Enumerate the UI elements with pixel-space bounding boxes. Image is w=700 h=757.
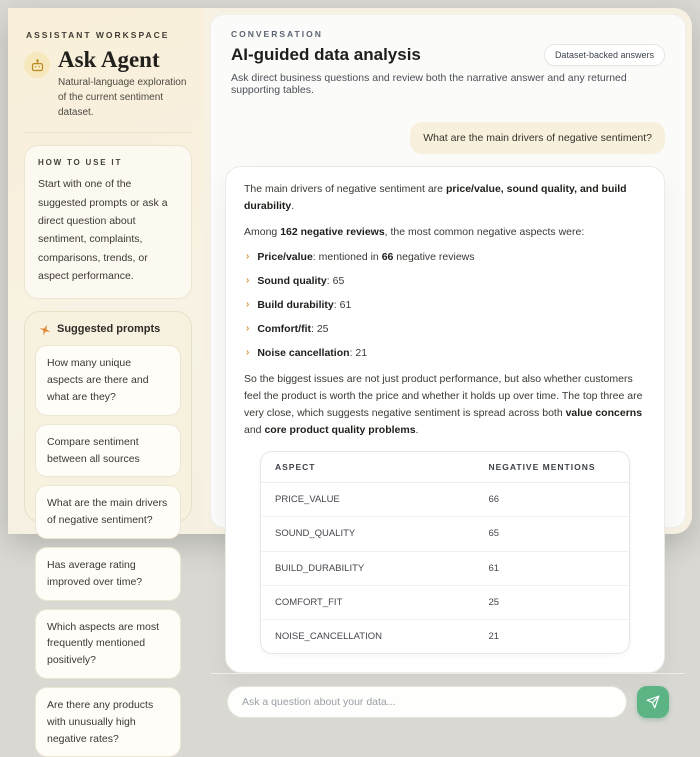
app-window: [8, 8, 692, 745]
how-to-label: HOW TO USE IT: [38, 158, 123, 168]
user-message: What are the main drivers of negative sentiment?: [410, 122, 665, 154]
agent-title-block: [58, 48, 194, 120]
assistant-paragraph: So the biggest issues are not just product performance, but also whether customers feel the product is worth the price and whether it holds up over time. The top three are very close, which suggests negative sentiment is spread across both value concerns and core product quality problems.: [244, 373, 643, 436]
bullet-item: › Sound quality: 65: [246, 273, 646, 290]
suggested-prompt[interactable]: Has average rating improved over time?: [35, 547, 181, 601]
assistant-message: [225, 166, 665, 673]
bullet-item: › Build durability: 61: [246, 297, 646, 314]
caret-icon: ›: [246, 275, 250, 287]
suggested-prompt[interactable]: What are the main drivers of negative sentiment?: [35, 485, 181, 539]
suggested-prompts-card: [24, 311, 192, 745]
suggested-prompt[interactable]: Compare sentiment between all sources: [35, 424, 181, 478]
composer: [211, 673, 685, 732]
agent-header: [22, 48, 194, 120]
workspace-label: ASSISTANT WORKSPACE: [26, 30, 170, 40]
question-input[interactable]: [227, 686, 627, 718]
suggested-prompt[interactable]: Which aspects are most frequently mentioned positively?: [35, 609, 181, 679]
bullet-item: › Price/value: mentioned in 66 negative reviews: [246, 249, 646, 266]
table-row: BUILD_DURABILITY 61: [261, 551, 629, 585]
caret-icon: ›: [246, 322, 250, 334]
dataset-backed-badge: Dataset-backed answers: [544, 44, 665, 66]
table-row: COMFORT_FIT 25: [261, 585, 629, 619]
how-to-text: Start with one of the suggested prompts or ask a direct question about sentiment, complaints, comparisons, trends, or aspect performance.: [38, 178, 168, 283]
conversation-header: [211, 15, 685, 104]
supporting-table: [260, 451, 630, 655]
conversation-subtitle: Ask direct business questions and review both the narrative answer and any returned supporting tables.: [231, 72, 627, 96]
caret-icon: ›: [246, 251, 250, 263]
caret-icon: ›: [246, 346, 250, 358]
table-row: PRICE_VALUE 66: [261, 483, 629, 517]
conversation-label: CONVERSATION: [231, 29, 323, 39]
sidebar: [8, 8, 204, 745]
suggested-prompt[interactable]: Are there any products with unusually high negative rates?: [35, 687, 181, 757]
assistant-bullet-list: [246, 249, 646, 361]
column-header: NEGATIVE MENTIONS: [474, 452, 629, 483]
assistant-paragraph: The main drivers of negative sentiment are price/value, sound quality, and build durability.: [244, 183, 627, 212]
table-row: NOISE_CANCELLATION 21: [275, 630, 500, 642]
caret-icon: ›: [246, 298, 250, 310]
bullet-item: › Noise cancellation: 21: [246, 345, 646, 362]
column-header: ASPECT: [261, 452, 474, 483]
assistant-paragraph: Among 162 negative reviews, the most common negative aspects were:: [244, 225, 585, 238]
message-list: [211, 104, 685, 673]
paper-plane-icon: [646, 695, 660, 709]
robot-icon: [24, 52, 50, 78]
page-title: AI-guided data analysis: [231, 45, 421, 64]
send-button[interactable]: [637, 686, 669, 718]
sidebar-divider: [24, 132, 192, 133]
suggested-prompts-title: Suggested prompts: [57, 323, 161, 336]
table-row: SOUND_QUALITY 65: [261, 517, 629, 551]
suggested-prompts-header: [39, 323, 181, 335]
how-to-card: [24, 145, 192, 299]
agent-title: Ask Agent: [58, 47, 160, 72]
table-header-row: [261, 452, 629, 483]
suggested-prompt[interactable]: How many unique aspects are there and what are they?: [35, 345, 181, 415]
conversation-panel: [210, 14, 686, 642]
agent-subtitle: Natural-language exploration of the current sentiment dataset.: [58, 77, 187, 119]
sparkle-icon: [39, 323, 51, 335]
bullet-item: › Comfort/fit: 25: [246, 321, 646, 338]
